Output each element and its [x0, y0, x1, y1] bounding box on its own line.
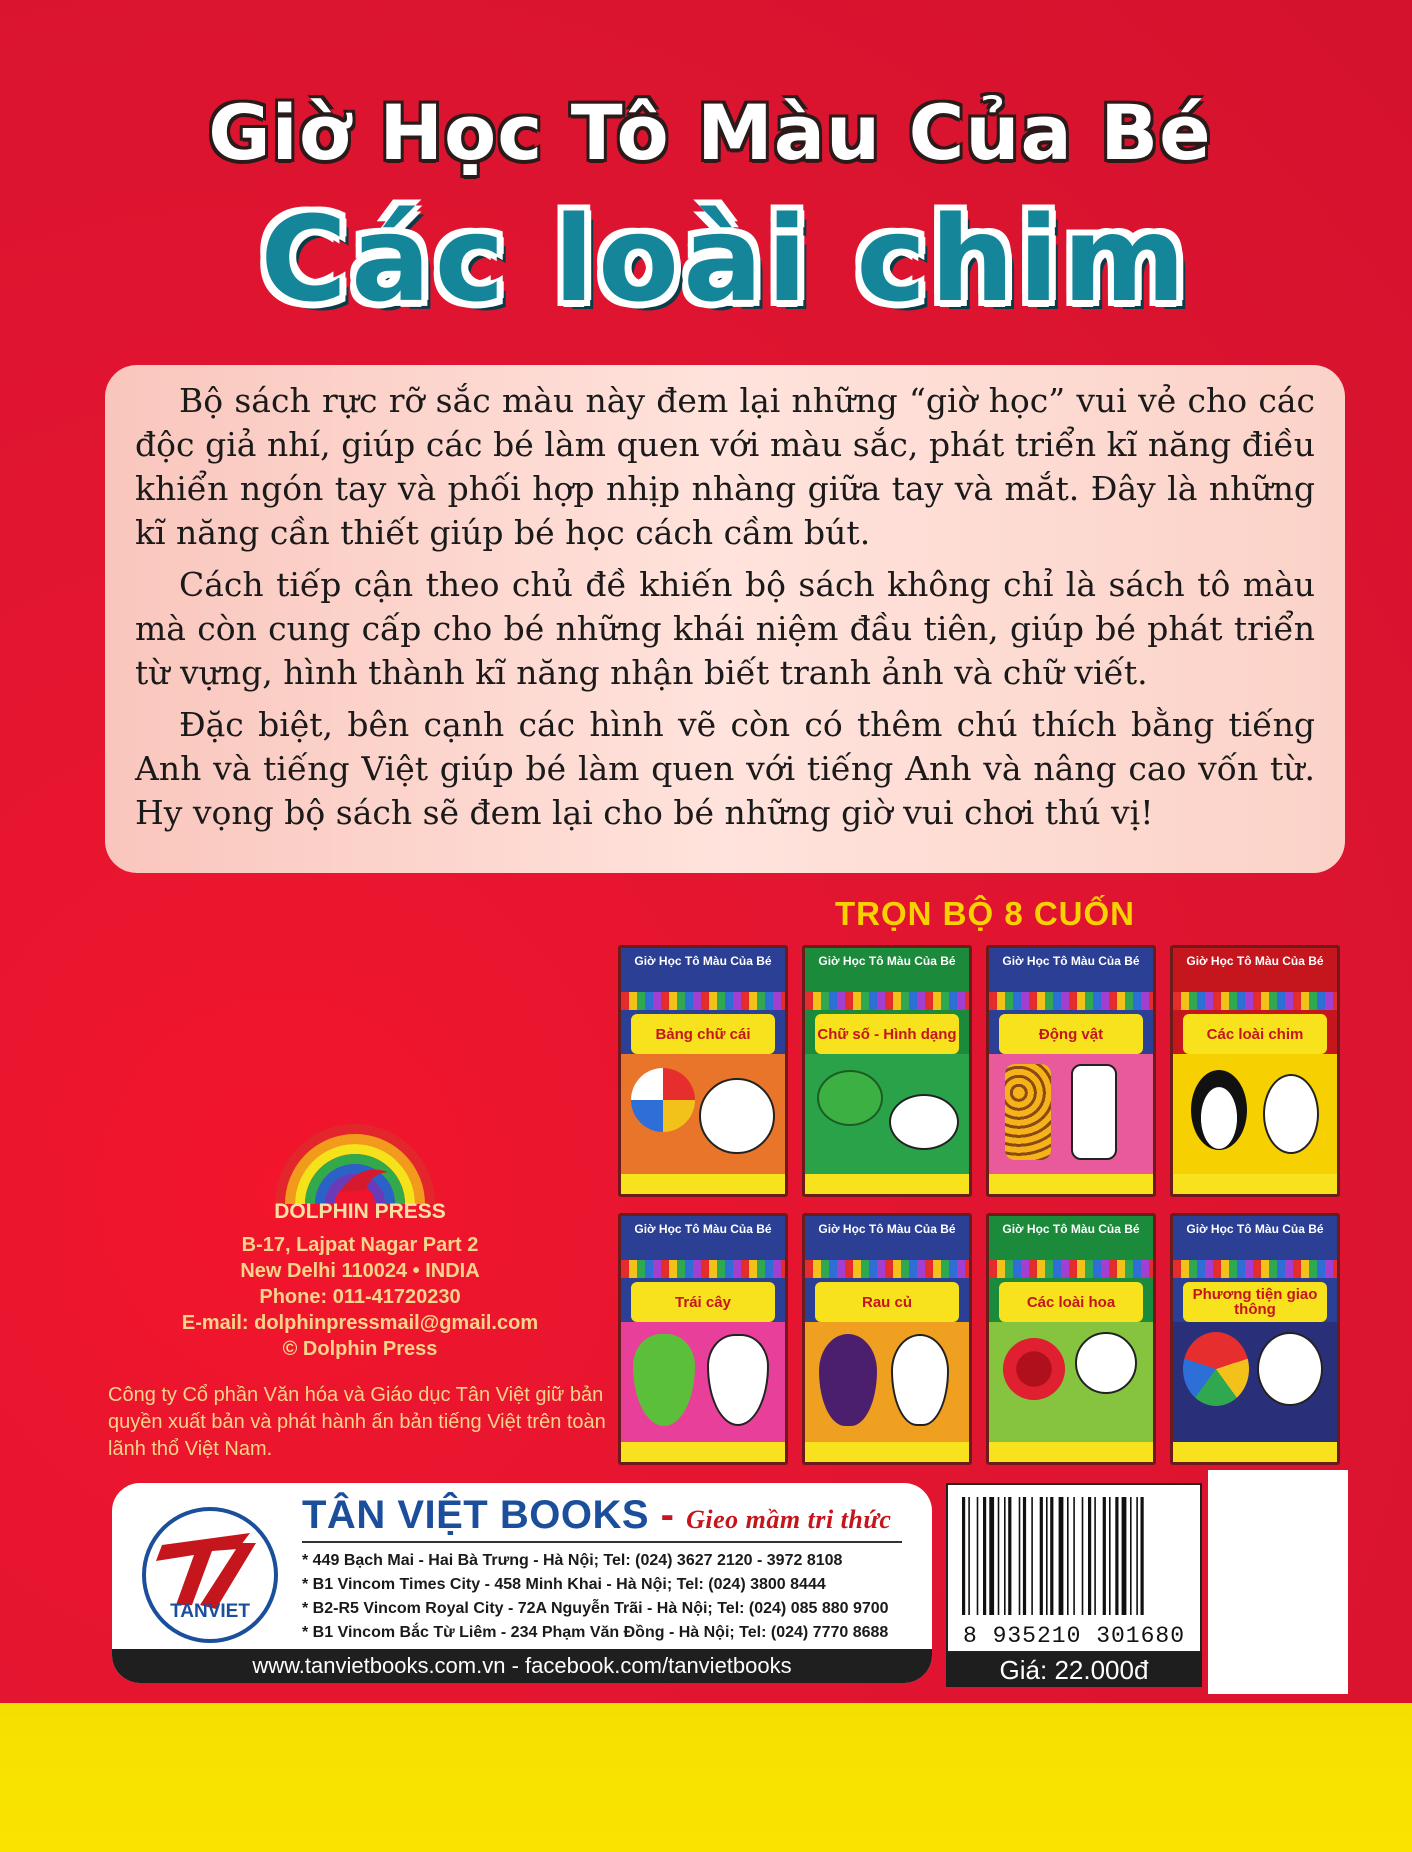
barcode-bar [1040, 1497, 1043, 1615]
book-illustration [621, 1054, 785, 1174]
book-footer [805, 1442, 969, 1462]
book-illustration [1173, 1322, 1337, 1442]
description-paragraph: Cách tiếp cận theo chủ đề khiến bộ sách không chỉ là sách tô màu mà còn cung cấp cho bé những khái niệm đầu tiên, giúp bé phát triển từ vựng, hình thành kĩ năng nhận biết tranh ảnh và chữ viết. [135, 565, 1315, 692]
store-address: * B2-R5 Vincom Royal City - 72A Nguyễn Trãi - Hà Nội; Tel: (024) 085 880 9700 [302, 1600, 889, 1617]
book-footer [805, 1174, 969, 1194]
book-series-label: Giờ Học Tô Màu Của Bé [1173, 948, 1337, 992]
description-box [105, 365, 1345, 873]
white-sticker [1208, 1470, 1348, 1694]
ball-image [631, 1068, 695, 1132]
crayons-decoration [805, 992, 969, 1010]
barcode-bar [1082, 1497, 1084, 1615]
book-footer [989, 1442, 1153, 1462]
description-paragraph: Đặc biệt, bên cạnh các hình vẽ còn có thêm chú thích bằng tiếng Anh và tiếng Việt giúp bé làm quen với tiếng Anh và nâng cao vốn từ. Hy vọng bộ sách sẽ đem lại cho bé những giờ vui chơi thú vị! [135, 705, 1315, 832]
book-set-grid [618, 945, 1342, 1465]
book-name: Các loài chim [1183, 1014, 1327, 1054]
crayons-decoration [621, 1260, 785, 1278]
barcode [946, 1483, 1202, 1653]
book-name: Chữ số - Hình dạng [815, 1014, 959, 1054]
barcode-bar [1130, 1497, 1132, 1615]
rose-image [1003, 1338, 1065, 1400]
book-series-label: Giờ Học Tô Màu Của Bé [1173, 1216, 1337, 1260]
pear-image [633, 1334, 695, 1426]
crayons-decoration [989, 1260, 1153, 1278]
brand-separator: - [660, 1493, 675, 1537]
barcode-bar [1008, 1497, 1011, 1615]
book-series-label: Giờ Học Tô Màu Của Bé [989, 1216, 1153, 1260]
book-series-label: Giờ Học Tô Màu Của Bé [621, 1216, 785, 1260]
book-illustration [989, 1054, 1153, 1174]
crayons-decoration [621, 992, 785, 1010]
barcode-bar [1046, 1497, 1048, 1615]
tanviet-brand: TÂN VIỆT BOOKS [302, 1493, 650, 1537]
barcode-bar [1094, 1497, 1096, 1615]
book-footer [621, 1442, 785, 1462]
publisher-address-line: New Delhi 110024 • INDIA [240, 1260, 480, 1282]
book-illustration [1173, 1054, 1337, 1174]
description-paragraph: Bộ sách rực rỡ sắc màu này đem lại những “giờ học” vui vẻ cho các độc giả nhí, giúp các bé làm quen với màu sắc, phát triển kĩ năng điều khiển ngón tay và phối hợp nhịp nhàng giữa tay và mắt. Đây là những kĩ năng cần thiết giúp bé học cách cầm bút. [135, 381, 1315, 552]
book-thumbnail [986, 1213, 1156, 1465]
book-thumbnail [802, 945, 972, 1197]
book-thumbnail [618, 1213, 788, 1465]
book-series-label: Giờ Học Tô Màu Của Bé [989, 948, 1153, 992]
eggplant-outline-image [891, 1334, 949, 1426]
book-name: Rau củ [815, 1282, 959, 1322]
book-series-label: Giờ Học Tô Màu Của Bé [805, 948, 969, 992]
store-address: * B1 Vincom Times City - 458 Minh Khai - Hà Nội; Tel: (024) 3800 8444 [302, 1576, 826, 1593]
book-illustration [805, 1322, 969, 1442]
tanviet-slogan: Gieo mầm tri thức [686, 1505, 892, 1534]
publisher-name: DOLPHIN PRESS [274, 1200, 446, 1223]
barcode-bar [1050, 1497, 1053, 1615]
barcode-bar [1073, 1497, 1075, 1615]
ball-outline-image [699, 1078, 775, 1154]
publisher-email: E-mail: dolphinpressmail@gmail.com [181, 1312, 539, 1334]
penguin-outline-image [1263, 1074, 1319, 1154]
hot-air-balloon-image [1183, 1332, 1249, 1406]
barcode-bar [1059, 1497, 1064, 1615]
crayons-decoration [1173, 1260, 1337, 1278]
bottom-yellow-band [0, 1703, 1412, 1852]
book-footer [1173, 1442, 1337, 1462]
barcode-bar [968, 1497, 970, 1615]
book-illustration [989, 1322, 1153, 1442]
barcode-bar [983, 1497, 986, 1615]
barcode-bar [1115, 1497, 1118, 1615]
tanviet-logo [140, 1505, 280, 1645]
book-footer [989, 1174, 1153, 1194]
barcode-bar [1067, 1497, 1069, 1615]
rights-notice: Công ty Cổ phần Văn hóa và Giáo dục Tân Việt giữ bản quyền xuất bản và phát hành ấn bản tiếng Việt trên toàn lãnh thổ Việt Nam. [108, 1384, 606, 1460]
crayons-decoration [989, 992, 1153, 1010]
eggplant-image [819, 1334, 877, 1426]
book-footer [1173, 1174, 1337, 1194]
publisher-info [120, 1200, 600, 1362]
book-series-label: Giờ Học Tô Màu Của Bé [805, 1216, 969, 1260]
book-thumbnail [802, 1213, 972, 1465]
store-address-list [302, 1549, 922, 1645]
book-title: Các loài chim [260, 190, 1190, 328]
penguin-image [1191, 1070, 1247, 1150]
publisher-address-line: B-17, Lajpat Nagar Part 2 [241, 1234, 479, 1256]
book-thumbnail [1170, 1213, 1340, 1465]
store-address: * B1 Vincom Bắc Từ Liêm - 234 Phạm Văn Đồng - Hà Nội; Tel: (024) 7770 8688 [302, 1624, 889, 1641]
barcode-bar [998, 1497, 1000, 1615]
giraffe-outline-image [1071, 1064, 1117, 1160]
barcode-bar [1031, 1497, 1033, 1615]
brand-divider [302, 1541, 902, 1543]
frog-outline-image [889, 1094, 959, 1150]
frog-image [817, 1070, 883, 1126]
barcode-number: 8 935210 301680 [962, 1623, 1186, 1649]
book-illustration [805, 1054, 969, 1174]
book-thumbnail [1170, 945, 1340, 1197]
book-name: Phương tiện giao thông [1183, 1282, 1327, 1322]
book-thumbnail [986, 945, 1156, 1197]
book-series-label: Giờ Học Tô Màu Của Bé [621, 948, 785, 992]
crayons-decoration [805, 1260, 969, 1278]
book-thumbnail [618, 945, 788, 1197]
barcode-bar [1004, 1497, 1006, 1615]
book-illustration [621, 1322, 785, 1442]
book-set-title: TRỌN BỘ 8 CUỐN [835, 895, 1136, 932]
barcode-bar [977, 1497, 979, 1615]
barcode-bars [960, 1497, 1190, 1617]
barcode-bar [1109, 1497, 1111, 1615]
barcode-bar [1141, 1497, 1144, 1615]
barcode-bar [989, 1497, 994, 1615]
tanviet-brand-line [302, 1493, 891, 1538]
series-title: Giờ Học Tô Màu Của Bé [208, 88, 1212, 177]
rose-outline-image [1075, 1332, 1137, 1394]
book-footer [621, 1174, 785, 1194]
book-name: Các loài hoa [999, 1282, 1143, 1322]
tanviet-logo-text: TANVIET [170, 1601, 250, 1622]
book-name: Bảng chữ cái [631, 1014, 775, 1054]
barcode-bar [1023, 1497, 1026, 1615]
barcode-bar [1103, 1497, 1106, 1615]
store-address: * 449 Bạch Mai - Hai Bà Trưng - Hà Nội; Tel: (024) 3627 2120 - 3972 8108 [302, 1552, 843, 1569]
crayons-decoration [1173, 992, 1337, 1010]
publisher-phone: Phone: 011-41720230 [259, 1286, 461, 1308]
giraffe-image [1005, 1064, 1051, 1160]
dolphin-press-logo [270, 1112, 440, 1204]
pear-outline-image [707, 1334, 769, 1426]
tanviet-info-box [112, 1483, 932, 1683]
book-name: Trái cây [631, 1282, 775, 1322]
price-label: Giá: 22.000đ [946, 1653, 1202, 1687]
tanviet-web-links: www.tanvietbooks.com.vn - facebook.com/tanvietbooks [112, 1649, 932, 1683]
publisher-copyright: © Dolphin Press [282, 1338, 438, 1360]
barcode-bar [962, 1497, 965, 1615]
barcode-bar [1088, 1497, 1091, 1615]
barcode-bar [1136, 1497, 1138, 1615]
barcode-bar [1122, 1497, 1127, 1615]
book-name: Động vật [999, 1014, 1143, 1054]
hot-air-balloon-outline-image [1257, 1332, 1323, 1406]
barcode-bar [1019, 1497, 1021, 1615]
